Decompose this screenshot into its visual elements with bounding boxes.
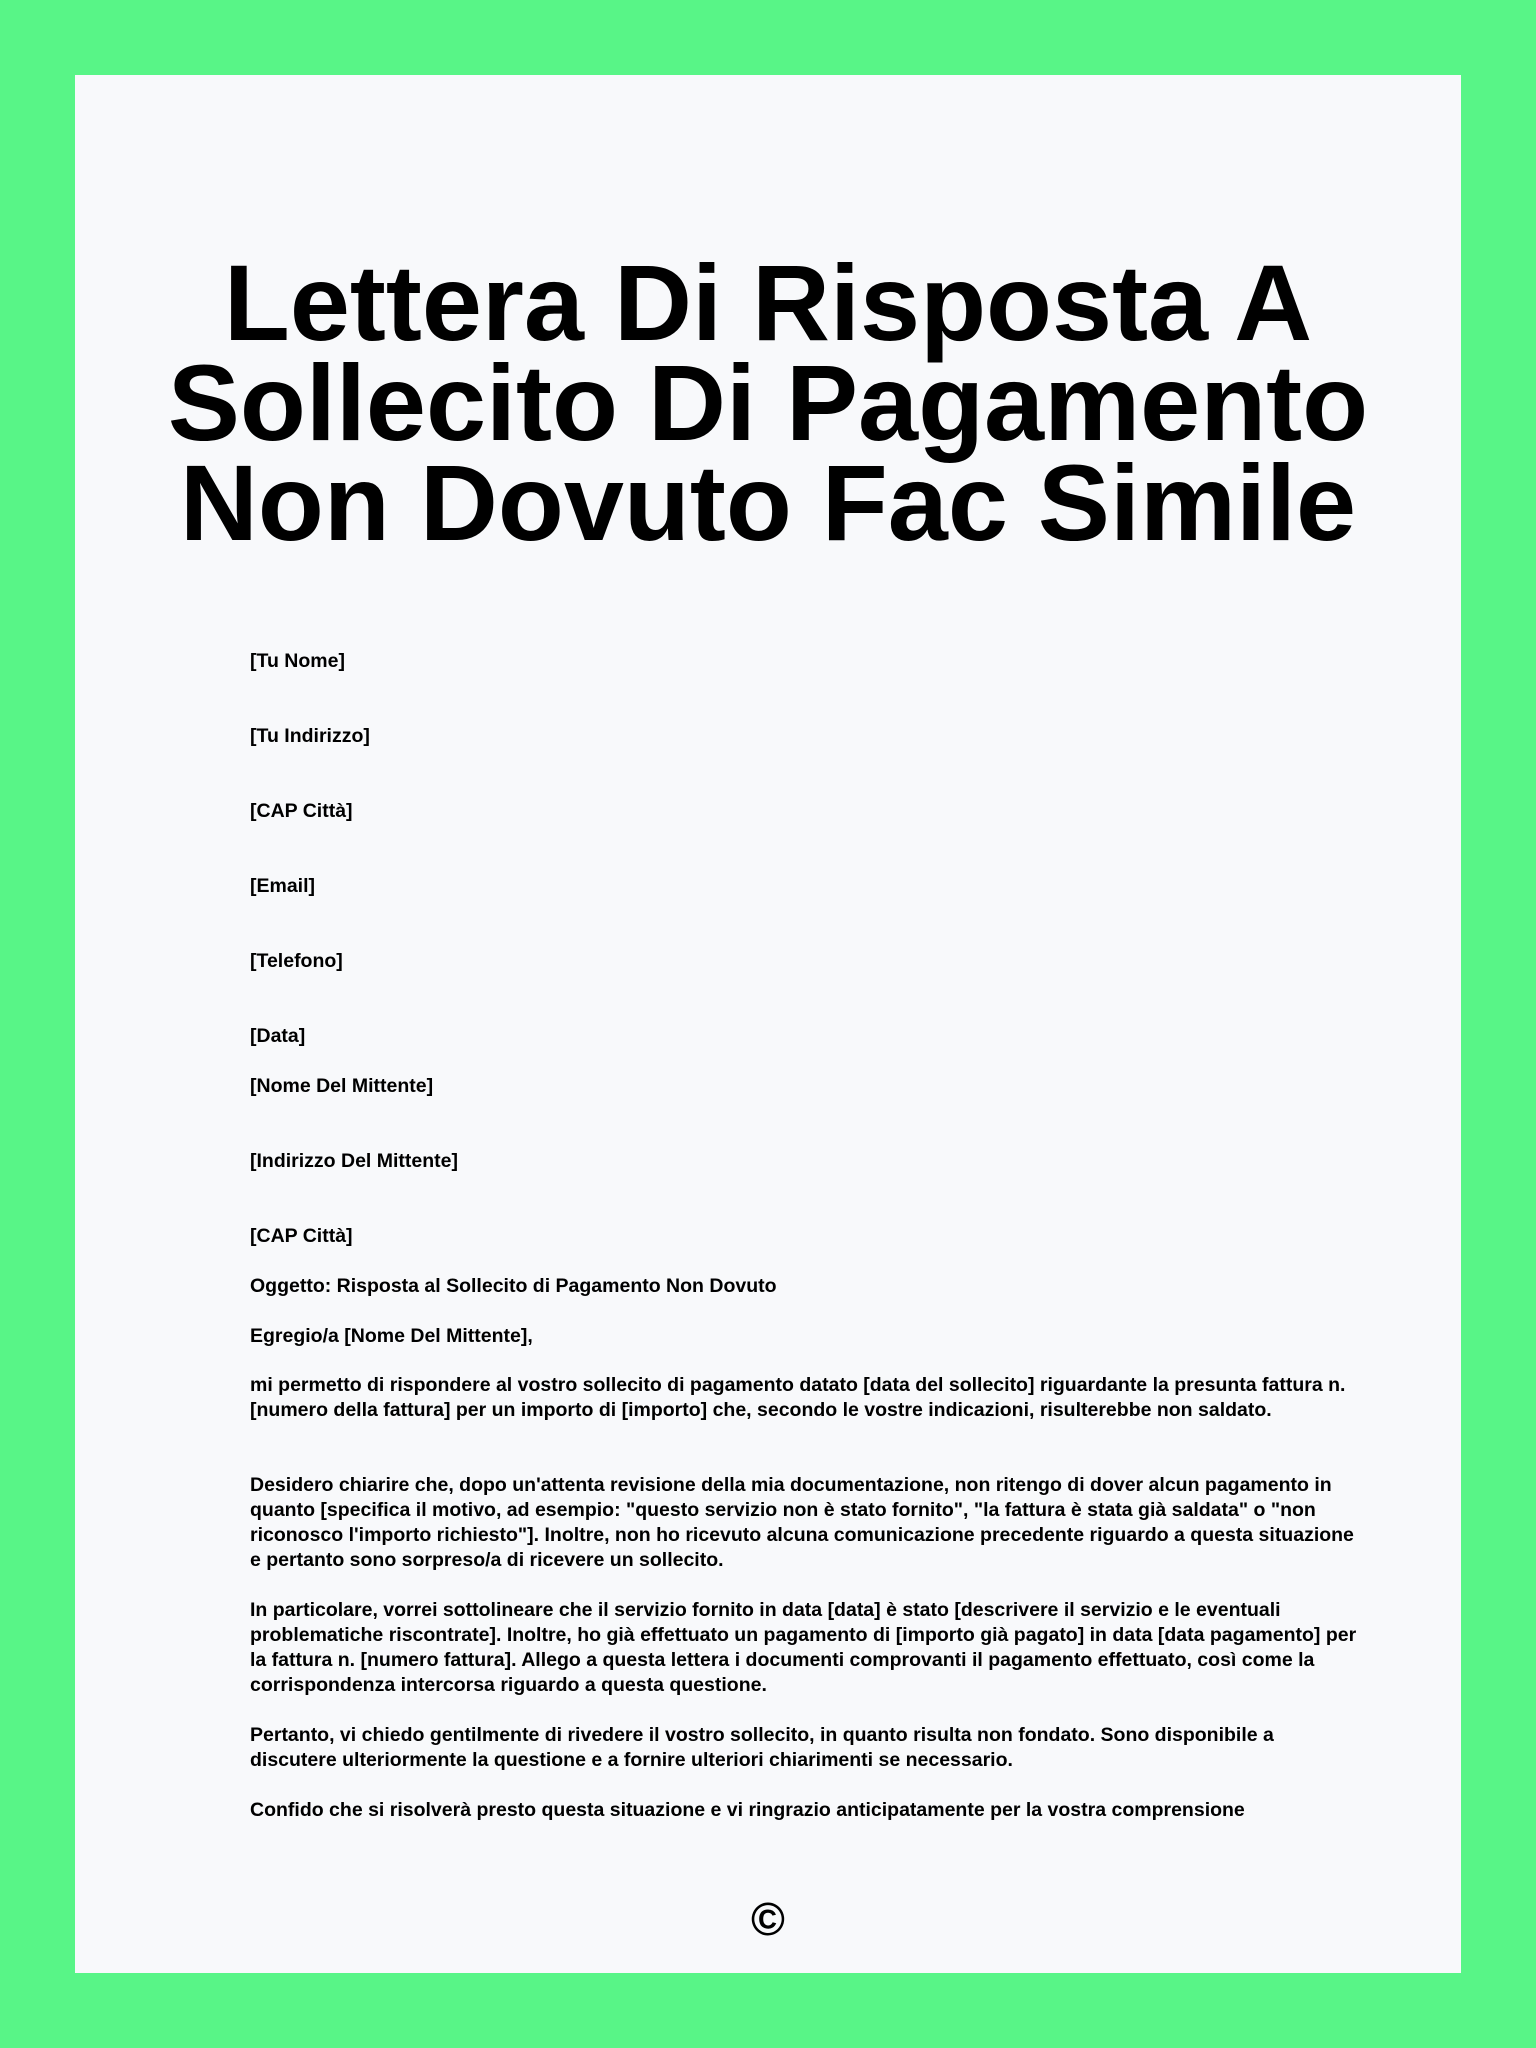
paragraph: In particolare, vorrei sottolineare che il servizio fornito in data [data] è stato [descrivere il servizio e le eventuali problematiche riscontrate]. Inoltre, ho già effettuato un pagamento di [importo già pagato] in data [data pagamento] per la fattura n. [numero fattura]. Allego a questa lettera i documenti comprovanti il pagamento effettuato, così come la corrispondenza intercorsa riguardo a questa questione.	[250, 1599, 1357, 1696]
sender-address: [Tu Indirizzo]	[250, 725, 370, 747]
sender-name: [Tu Nome]	[250, 650, 345, 672]
recipient-name: [Nome Del Mittente]	[250, 1075, 434, 1097]
recipient-address: [Indirizzo Del Mittente]	[250, 1150, 458, 1172]
copyright-icon: ©	[751, 1893, 785, 1945]
paragraph: Confido che si risolverà presto questa situazione e vi ringrazio anticipatamente per la vostra comprensione	[250, 1799, 1245, 1821]
letter-date: [Data]	[250, 1025, 306, 1047]
sender-email: [Email]	[250, 875, 316, 897]
document-title: Lettera Di Risposta A Sollecito Di Pagamento Non Dovuto Fac Simile	[167, 242, 1369, 563]
recipient-city: [CAP Città]	[250, 1225, 353, 1247]
document-page	[75, 75, 1461, 1973]
paragraph: mi permetto di rispondere al vostro sollecito di pagamento datato [data del sollecito] riguardante la presunta fattura n. [numero della fattura] per un importo di [importo] che, secondo le vostre indicazioni, risulterebbe non saldato.	[250, 1374, 1346, 1421]
letter-subject: Oggetto: Risposta al Sollecito di Pagamento Non Dovuto	[250, 1275, 777, 1297]
letter-salutation: Egregio/a [Nome Del Mittente],	[250, 1325, 533, 1347]
paragraph: Pertanto, vi chiedo gentilmente di rivedere il vostro sollecito, in quanto risulta non fondato. Sono disponibile a discutere ulteriormente la questione e a fornire ulteriori chiarimenti se necessario.	[250, 1724, 1274, 1771]
sender-phone: [Telefono]	[250, 950, 343, 972]
sender-city: [CAP Città]	[250, 800, 353, 822]
paragraph: Desidero chiarire che, dopo un'attenta revisione della mia documentazione, non ritengo di dover alcun pagamento in quanto [specifica il motivo, ad esempio: "questo servizio non è stato fornito", "la fattura è stata già saldata" o "non riconosco l'importo richiesto"]. Inoltre, non ho ricevuto alcuna comunicazione precedente riguardo a questa situazione e pertanto sono sorpreso/a di ricevere un sollecito.	[250, 1474, 1354, 1571]
